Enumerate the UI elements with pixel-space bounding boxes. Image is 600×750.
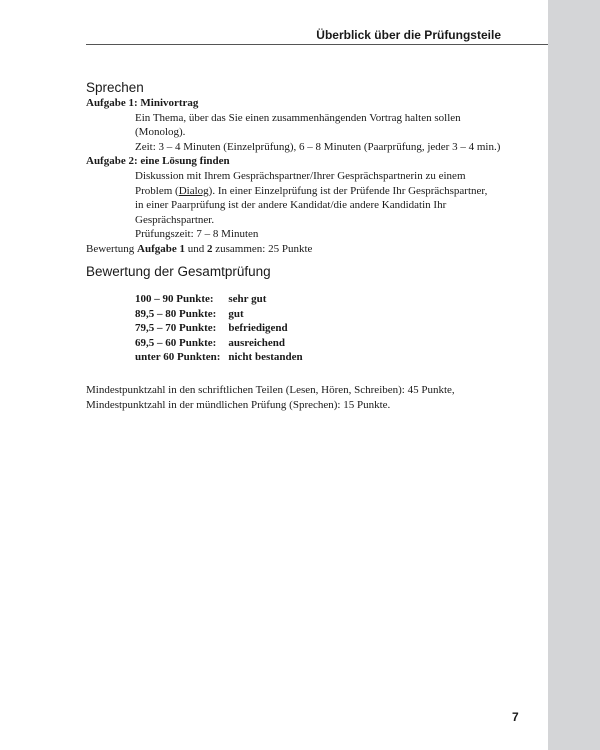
aufgabe2-line2-pre: Problem (	[135, 184, 179, 197]
aufgabe1-label: Aufgabe 1:	[86, 97, 138, 109]
table-row	[135, 321, 303, 336]
aufgabe1-line: (Monolog).	[135, 126, 186, 139]
grade-range: 100 – 90 Punkte:	[135, 293, 214, 305]
table-row	[135, 336, 303, 351]
table-row	[135, 292, 303, 307]
section-heading-sprechen: Sprechen	[86, 80, 144, 95]
bewertung-aufgabe2: 2	[207, 242, 213, 255]
aufgabe1-title-line	[86, 96, 536, 111]
grade-range: 89,5 – 80 Punkte:	[135, 307, 217, 320]
aufgabe1-line: Ein Thema, über das Sie einen zusammenhängenden Vortrag halten sollen	[135, 111, 461, 124]
bewertung-sprechen	[86, 242, 536, 257]
grade-range: 69,5 – 60 Punkte:	[135, 336, 217, 349]
aufgabe2-line2-post: ). In einer Einzelprüfung ist der Prüfende Ihr Gesprächspartner,	[208, 184, 488, 197]
table-row	[135, 350, 303, 365]
mindestpunktzahl-paragraph	[86, 383, 536, 412]
grade-range: unter 60 Punkten:	[135, 351, 221, 364]
aufgabe2-line-dialog	[86, 184, 536, 199]
aufgabe1-line: Zeit: 3 – 4 Minuten (Einzelprüfung), 6 – 8 Minuten (Paarprüfung, jeder 3 – 4 min.)	[135, 140, 501, 153]
grade-label: gut	[228, 307, 244, 320]
mindest-line: Mindestpunktzahl in der mündlichen Prüfung (Sprechen): 15 Punkte.	[86, 398, 391, 411]
table-row	[135, 307, 303, 322]
bewertung-post: zusammen: 25 Punkte	[212, 242, 313, 255]
side-margin-bar	[548, 0, 600, 750]
grade-range: 79,5 – 70 Punkte:	[135, 322, 217, 335]
page-number: 7	[512, 710, 519, 724]
aufgabe2-title: eine Lösung finden	[140, 155, 230, 168]
header-rule	[86, 44, 548, 45]
bewertung-pre: Bewertung	[86, 242, 138, 255]
aufgabe1-title: Minivortrag	[140, 97, 199, 109]
grade-label: befriedigend	[228, 322, 288, 335]
running-header: Überblick über die Prüfungsteile	[316, 28, 501, 42]
section-heading-gesamt: Bewertung der Gesamtprüfung	[86, 264, 271, 279]
sprechen-content	[86, 96, 536, 257]
dialog-term: Dialog	[178, 184, 209, 197]
bewertung-mid: und	[185, 242, 207, 255]
aufgabe2-line: Diskussion mit Ihrem Gesprächspartner/Ihrer Gesprächspartnerin zu einem	[135, 169, 466, 182]
aufgabe2-label: Aufgabe 2:	[86, 155, 138, 168]
aufgabe2-title-line	[86, 154, 536, 169]
grade-label: sehr gut	[228, 293, 267, 305]
aufgabe2-line: Prüfungszeit: 7 – 8 Minuten	[135, 228, 259, 241]
bewertung-aufgabe1: Aufgabe 1	[137, 242, 185, 255]
aufgabe2-line: in einer Paarprüfung ist der andere Kandidat/die andere Kandidatin Ihr	[135, 199, 447, 212]
grade-label: ausreichend	[228, 336, 286, 349]
aufgabe2-line: Gesprächspartner.	[135, 213, 215, 226]
mindest-line: Mindestpunktzahl in den schriftlichen Teilen (Lesen, Hören, Schreiben): 45 Punkte,	[86, 384, 455, 396]
grade-label: nicht bestanden	[228, 351, 303, 364]
grade-table	[135, 292, 303, 365]
